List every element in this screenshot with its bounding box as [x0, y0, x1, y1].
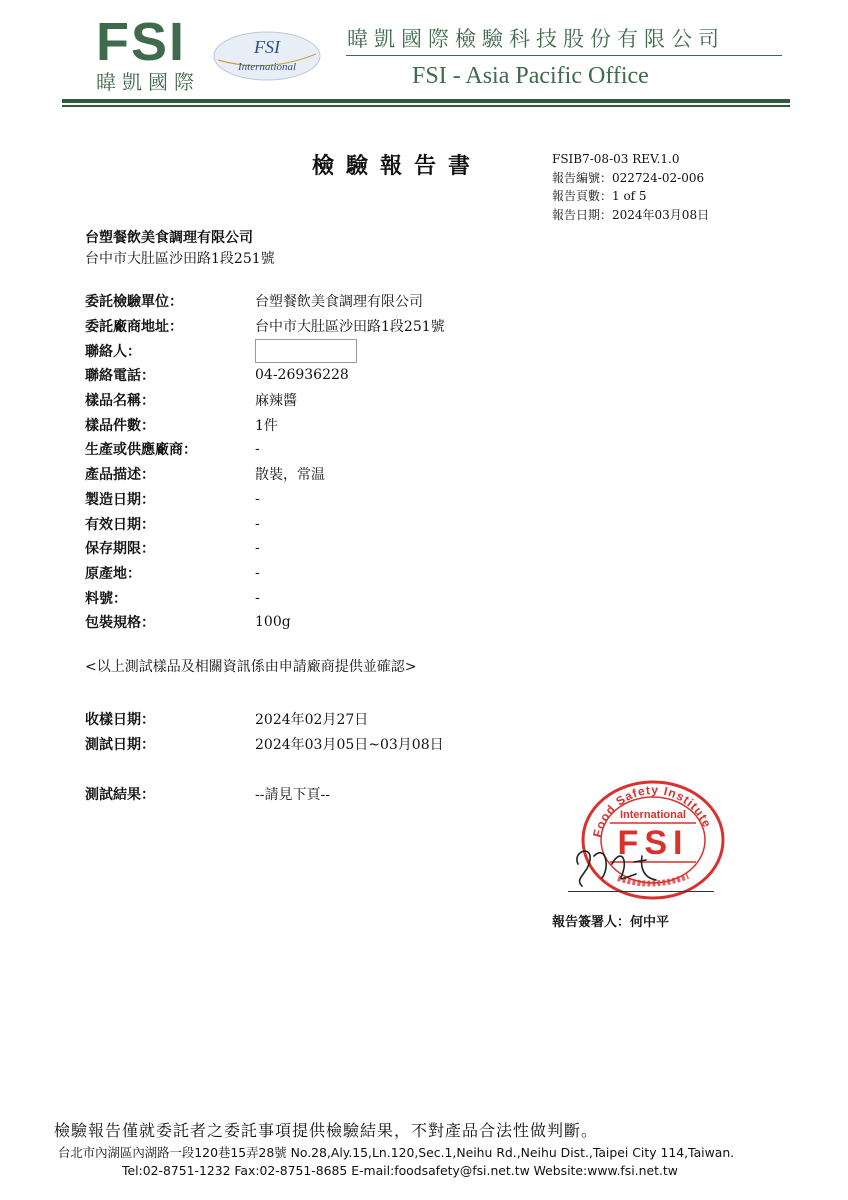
field-row [85, 437, 445, 462]
report-title: 檢驗報告書 [312, 154, 483, 179]
field-label: 包裝規格： [85, 615, 155, 632]
field-row [85, 536, 445, 561]
field-row [85, 462, 445, 487]
field-value: 台中市大肚區沙田路1段251號 [255, 319, 445, 336]
field-value: - [255, 589, 260, 606]
field-value: 1件 [255, 417, 278, 434]
field-label: 保存期限： [85, 541, 155, 558]
test-result [85, 782, 330, 807]
field-label: 聯絡電話： [85, 368, 155, 385]
signature-line [568, 891, 714, 892]
doc-code: FSIB7-08-03 REV.1.0 [552, 152, 680, 166]
field-value: - [255, 490, 260, 507]
field-value: - [255, 441, 260, 458]
field-label: 有效日期： [85, 516, 155, 533]
dates-table [85, 707, 444, 756]
report-pages: 報告頁數：1 of 5 [552, 189, 647, 203]
field-row [85, 363, 445, 388]
field-value: - [255, 564, 260, 581]
field-value: 麻辣醬 [255, 393, 297, 410]
field-label: 委託廠商地址： [85, 319, 183, 336]
date-label: 測試日期： [85, 736, 155, 753]
date-row [85, 732, 444, 757]
stamp-big-text: FSI [617, 824, 689, 862]
field-label: 聯絡人： [85, 343, 141, 360]
oval-logo-sub: International [237, 61, 297, 73]
field-value: - [255, 515, 260, 532]
fsi-logo-chinese: 暐凱國際 [96, 70, 200, 94]
footer-contact: Tel:02-8751-1232 Fax:02-8751-8685 E-mail:foodsafety@fsi.net.tw Website:www.fsi.net.tw [122, 1163, 678, 1178]
field-label: 委託檢驗單位： [85, 294, 183, 311]
field-row [85, 585, 445, 610]
field-label: 生產或供應廠商： [85, 442, 197, 459]
field-label: 原產地： [85, 565, 141, 582]
report-signer: 報告簽署人：何中平 [552, 915, 670, 930]
addressee-name: 台塑餐飲美食調理有限公司 [85, 230, 253, 246]
field-row [85, 289, 445, 314]
date-label: 收樣日期： [85, 712, 155, 729]
date-value: 2024年02月27日 [255, 712, 369, 729]
field-label: 產品描述： [85, 467, 155, 484]
result-value: --請見下頁-- [255, 787, 330, 804]
fsi-international-logo [212, 30, 322, 82]
header-rule-thin [62, 105, 790, 107]
field-row [85, 511, 445, 536]
contact-person-box [255, 339, 357, 363]
field-value: 台塑餐飲美食調理有限公司 [255, 294, 423, 311]
stamp-middle-text: International [619, 809, 687, 821]
field-value: 100g [255, 614, 291, 631]
company-name-chinese: 暐凱國際檢驗科技股份有限公司 [347, 27, 725, 51]
sample-info-note: <以上測試樣品及相關資訊係由申請廠商提供並確認> [85, 659, 417, 675]
oval-logo-title: FSI [254, 37, 280, 57]
report-number: 報告編號：022724-02-006 [552, 170, 705, 185]
report-date: 報告日期：2024年03月08日 [552, 207, 710, 222]
field-label: 樣品名稱： [85, 393, 155, 410]
addressee-address: 台中市大肚區沙田路1段251號 [85, 251, 275, 267]
field-value: - [255, 540, 260, 557]
addressee [85, 228, 275, 270]
fsi-logo-text: FSI [96, 12, 187, 72]
date-value: 2024年03月05日~03月08日 [255, 736, 444, 753]
field-row [85, 610, 445, 635]
date-row [85, 707, 444, 732]
field-row [85, 487, 445, 512]
redacted-contact-box [255, 339, 357, 363]
header-thin-rule [346, 55, 782, 56]
field-label: 製造日期： [85, 491, 155, 508]
field-row [85, 338, 445, 363]
field-value: 04-26936228 [255, 367, 349, 384]
result-row [85, 782, 330, 807]
result-label: 測試結果： [85, 787, 155, 804]
field-label: 樣品件數： [85, 417, 155, 434]
header-rule-thick [62, 99, 790, 103]
report-meta [552, 150, 709, 224]
field-value: 散裝，常温 [255, 467, 325, 484]
field-row [85, 388, 445, 413]
field-row [85, 561, 445, 586]
field-label: 料號： [85, 590, 127, 607]
stamp-ring-text: Food Safety Institute [589, 782, 715, 839]
company-name-english: FSI - Asia Pacific Office [412, 63, 649, 89]
footer-disclaimer: 檢驗報告僅就委託者之委託事項提供檢驗結果，不對產品合法性做判斷。 [54, 1121, 599, 1140]
footer-address: 台北市內湖區內湖路一段120巷15弄28號 No.28,Aly.15,Ln.120,Sec.1,Neihu Rd.,Neihu Dist.,Taipei City 114,Taiwan. [58, 1145, 735, 1160]
sample-info-table [85, 289, 445, 635]
field-row [85, 314, 445, 339]
handwritten-signature [566, 834, 676, 894]
field-row [85, 412, 445, 437]
